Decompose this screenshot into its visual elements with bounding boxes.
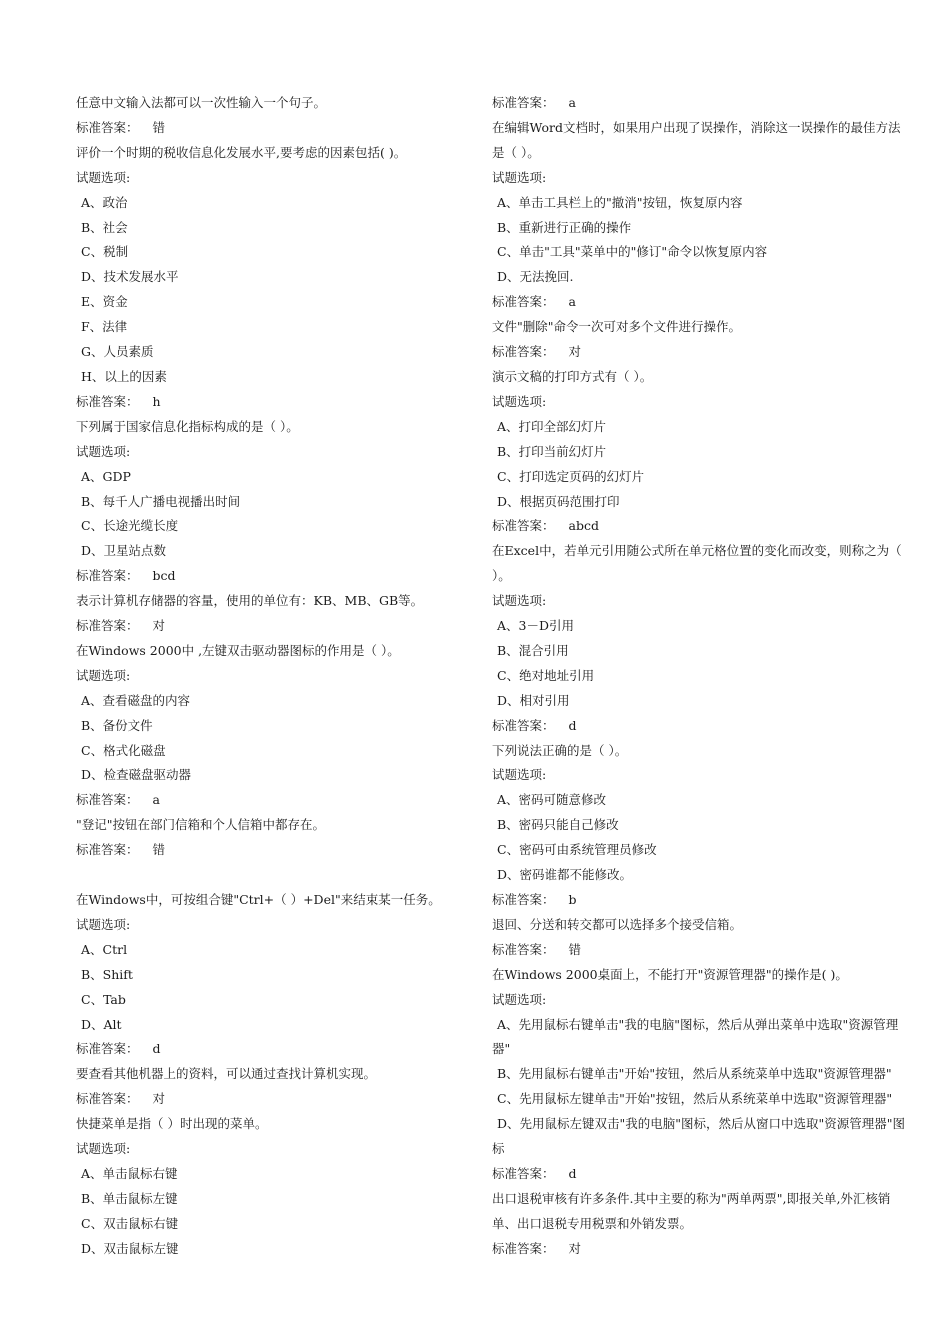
answer-line <box>76 838 476 863</box>
answer-value: 错 <box>568 941 582 957</box>
option-item: D、密码谁都不能修改。 <box>497 867 633 883</box>
answer-line <box>76 614 476 639</box>
answer-prefix: 标准答案： <box>76 618 139 634</box>
option-item: A、打印全部幻灯片 <box>497 418 607 434</box>
answer-value: a <box>568 294 576 310</box>
answer-value: abcd <box>568 518 599 534</box>
option-item: C、税制 <box>81 244 129 260</box>
answer-line <box>76 116 476 141</box>
options-label: 试题选项: <box>76 916 131 932</box>
question-text: ）。 <box>492 568 511 584</box>
question-text: 单、出口退税专用税票和外销发票。 <box>492 1215 693 1231</box>
options-label: 试题选项: <box>76 169 131 185</box>
answer-prefix: 标准答案： <box>76 119 139 135</box>
option-item: A、查看磁盘的内容 <box>81 692 191 708</box>
answer-line <box>492 340 876 365</box>
question-text: 器" <box>492 1041 511 1057</box>
left-column <box>76 91 476 1262</box>
answer-prefix: 标准答案： <box>492 518 555 534</box>
answer-value: d <box>568 717 577 733</box>
answer-line <box>492 514 876 539</box>
answer-value: b <box>568 892 577 907</box>
answer-prefix: 标准答案： <box>76 1041 139 1057</box>
answer-value: d <box>568 1165 577 1181</box>
answer-prefix: 标准答案： <box>492 95 555 110</box>
answer-line <box>492 888 876 913</box>
question-text: 要查看其他机器上的资料，可以通过查找计算机实现。 <box>76 1066 377 1082</box>
question-text: 任意中文输入法都可以一次性输入一个句子。 <box>76 95 327 110</box>
option-item: H、以上的因素 <box>81 368 167 384</box>
option-item: A、单击工具栏上的"撤消"按钮，恢复原内容 <box>497 194 743 210</box>
options-label: 试题选项: <box>76 667 131 683</box>
answer-line <box>492 714 876 739</box>
option-item: B、混合引用 <box>497 642 569 658</box>
answer-prefix: 标准答案： <box>76 393 139 409</box>
option-item: D、检查磁盘驱动器 <box>81 767 192 783</box>
option-item: A、先用鼠标右键单击"我的电脑"图标，然后从弹出菜单中选取"资源管理 <box>497 1016 899 1032</box>
right-column <box>492 91 906 1262</box>
question-text: 下列属于国家信息化指标构成的是（ ）。 <box>76 418 299 434</box>
answer-prefix: 标准答案： <box>492 717 555 733</box>
answer-prefix: 标准答案： <box>492 294 555 310</box>
option-item: C、Tab <box>81 991 126 1007</box>
answer-value: d <box>152 1041 161 1057</box>
answer-value: 对 <box>568 1240 582 1256</box>
option-item: A、3－D引用 <box>497 618 575 634</box>
question-text: 下列说法正确的是（ ）。 <box>492 742 628 758</box>
question-text: 在Windows 2000中 ,左键双击驱动器图标的作用是（ ）。 <box>76 642 400 658</box>
question-text: 在Excel中，若单元引用随公式所在单元格位置的变化而改变，则称之为（ <box>492 543 902 559</box>
option-item: B、先用鼠标右键单击"开始"按钮，然后从系统菜单中选取"资源管理器" <box>497 1066 892 1082</box>
answer-value: h <box>152 393 161 409</box>
question-text: 出口退税审核有许多条件.其中主要的称为"两单两票",即报关单,外汇核销 <box>492 1190 891 1206</box>
option-item: C、绝对地址引用 <box>497 667 595 683</box>
option-item: D、相对引用 <box>497 692 570 708</box>
question-text: "登记"按钮在部门信箱和个人信箱中都存在。 <box>76 817 325 833</box>
option-item: A、密码可随意修改 <box>497 792 607 808</box>
answer-value: a <box>152 792 160 808</box>
answer-value: 对 <box>568 344 582 360</box>
option-item: B、单击鼠标左键 <box>81 1190 178 1206</box>
answer-value: 对 <box>152 618 166 634</box>
answer-line <box>492 1237 876 1262</box>
option-item: C、先用鼠标左键单击"开始"按钮，然后从系统菜单中选取"资源管理器" <box>497 1091 893 1107</box>
answer-prefix: 标准答案： <box>492 1240 555 1256</box>
option-item: B、每千人广播电视播出时间 <box>81 493 241 509</box>
option-item: G、人员素质 <box>81 344 154 360</box>
options-label: 试题选项: <box>492 393 547 409</box>
answer-prefix: 标准答案： <box>492 892 555 907</box>
answer-prefix: 标准答案： <box>76 792 139 808</box>
answer-line <box>492 290 876 315</box>
option-item: B、Shift <box>81 966 133 982</box>
option-item: B、社会 <box>81 219 128 235</box>
question-text: 表示计算机存储器的容量，使用的单位有：KB、MB、GB等。 <box>76 593 424 609</box>
options-label: 试题选项: <box>492 991 547 1007</box>
options-label: 试题选项: <box>492 169 547 185</box>
answer-prefix: 标准答案： <box>76 1091 139 1107</box>
question-text: 快捷菜单是指（ ）时出现的菜单。 <box>76 1116 268 1132</box>
option-item: D、双击鼠标左键 <box>81 1240 179 1256</box>
option-item: B、重新进行正确的操作 <box>497 219 632 235</box>
answer-prefix: 标准答案： <box>492 1165 555 1181</box>
option-item: A、单击鼠标右键 <box>81 1165 178 1181</box>
answer-value: 对 <box>152 1091 166 1107</box>
answer-prefix: 标准答案： <box>492 344 555 360</box>
answer-value: a <box>568 95 576 110</box>
answer-line <box>492 1162 876 1187</box>
option-item: A、GDP <box>81 468 131 484</box>
answer-value: 错 <box>152 842 166 858</box>
options-label: 试题选项: <box>76 443 131 459</box>
option-item: A、Ctrl <box>81 941 128 957</box>
options-label: 试题选项: <box>492 767 547 783</box>
answer-line <box>76 1087 476 1112</box>
blank-line <box>76 863 476 888</box>
option-item: D、Alt <box>81 1016 122 1032</box>
question-text: 在编辑Word文档时，如果用户出现了误操作，消除这一误操作的最佳方法 <box>492 119 901 135</box>
question-text: 是（ ）。 <box>492 144 540 160</box>
option-item: B、密码只能自己修改 <box>497 817 619 833</box>
question-text: 文件"删除"命令一次可对多个文件进行操作。 <box>492 319 741 335</box>
answer-prefix: 标准答案： <box>76 842 139 858</box>
option-item: C、单击"工具"菜单中的"修订"命令以恢复原内容 <box>497 244 768 260</box>
answer-line <box>492 938 876 963</box>
question-text: 在Windows中，可按组合键"Ctrl+（ ）+Del"来结束某一任务。 <box>76 891 441 907</box>
options-label: 试题选项: <box>76 1141 131 1157</box>
question-text: 演示文稿的打印方式有（ ）。 <box>492 368 653 384</box>
answer-value: 错 <box>152 119 166 135</box>
option-item: D、先用鼠标左键双击"我的电脑"图标，然后从窗口中选取"资源管理器"图 <box>497 1116 906 1132</box>
answer-line <box>492 91 876 116</box>
answer-prefix: 标准答案： <box>492 941 555 957</box>
answer-line <box>76 1037 476 1062</box>
option-item: C、双击鼠标右键 <box>81 1215 179 1231</box>
question-text: 评价一个时期的税收信息化发展水平,要考虑的因素包括( )。 <box>76 144 407 160</box>
option-item: D、技术发展水平 <box>81 269 179 285</box>
option-item: B、备份文件 <box>81 717 153 733</box>
option-item: D、无法挽回. <box>497 269 574 285</box>
option-item: C、密码可由系统管理员修改 <box>497 842 657 858</box>
answer-line <box>76 390 476 415</box>
option-item: D、根据页码范围打印 <box>497 493 620 509</box>
option-item: F、法律 <box>81 319 128 335</box>
answer-line <box>76 788 476 813</box>
option-item: C、格式化磁盘 <box>81 742 166 758</box>
option-item: E、资金 <box>81 294 128 310</box>
question-text: 退回、分送和转交都可以选择多个接受信箱。 <box>492 916 743 932</box>
options-label: 试题选项: <box>492 593 547 609</box>
question-text: 在Windows 2000桌面上，不能打开"资源管理器"的操作是( )。 <box>492 966 848 982</box>
answer-value: bcd <box>152 568 176 584</box>
option-item: A、政治 <box>81 194 128 210</box>
option-item: C、打印选定页码的幻灯片 <box>497 468 645 484</box>
option-item: D、卫星站点数 <box>81 543 167 559</box>
option-item: B、打印当前幻灯片 <box>497 443 607 459</box>
option-item: C、长途光缆长度 <box>81 518 179 534</box>
question-text: 标 <box>492 1141 505 1157</box>
answer-line <box>76 564 476 589</box>
answer-prefix: 标准答案： <box>76 568 139 584</box>
